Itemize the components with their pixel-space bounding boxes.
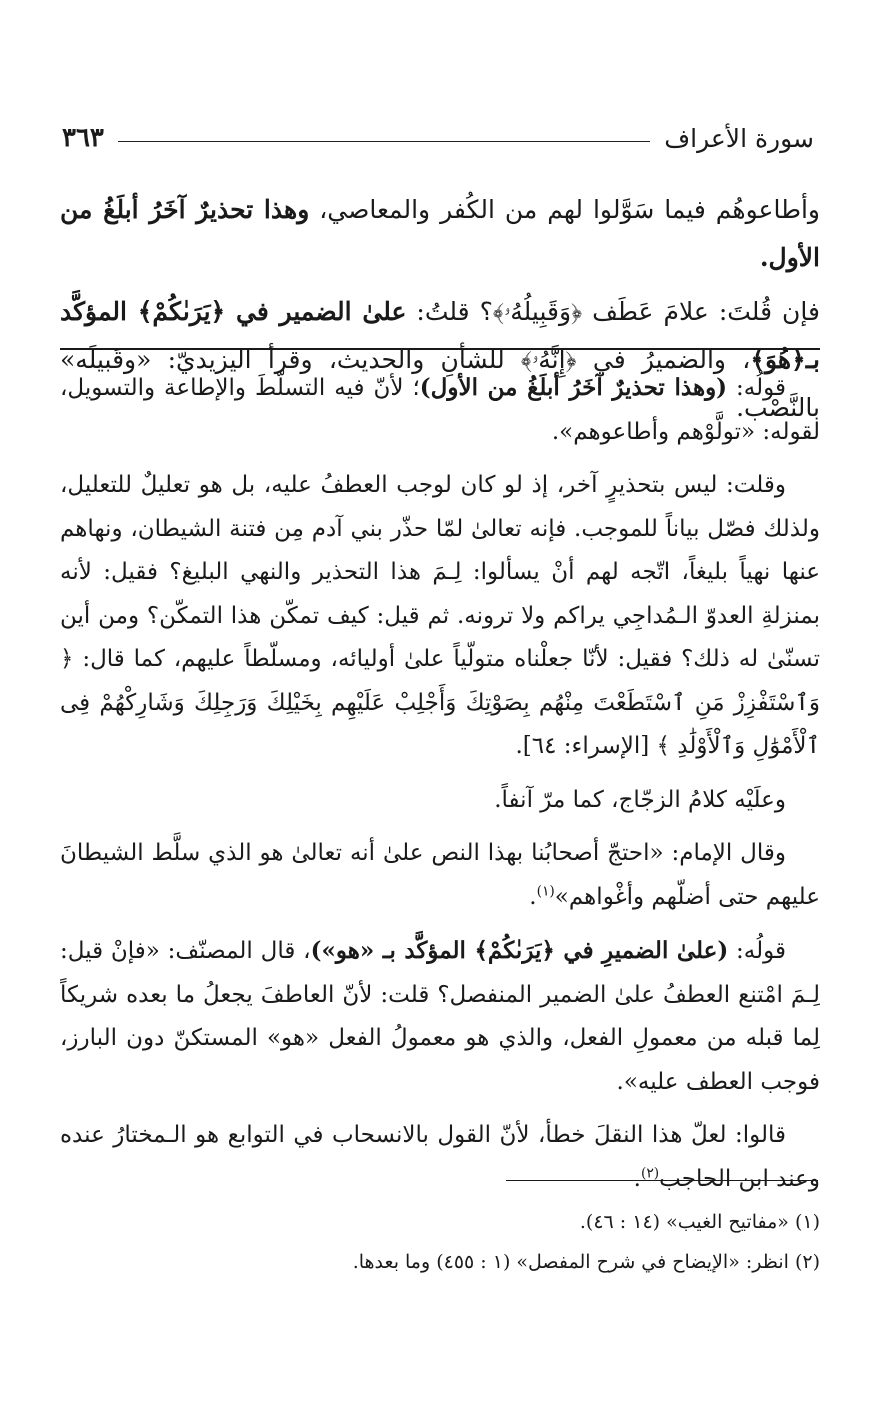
footnote-ref: (٢) (640, 1164, 660, 1181)
matn-line1-bold: وهذا تحذيرٌ آخَرُ أبلَغُ من الأول. (60, 195, 820, 272)
commentary-text: قالوا: لعلّ هذا النقلَ خطأ، لأنّ القول بالانسحاب في التوابع هو الـمختارُ عنده وعند ابن الحاجب (60, 1122, 820, 1192)
commentary-text: ؛ لأنّ فيه التسلّطَ والإطاعة والتسويل، لقوله: «تولَّوْهم وأطاعوهم». (60, 375, 820, 445)
quoted-lemma: (وهذا تحذيرٌ آخَرُ أبلَغُ من الأول) (419, 374, 728, 401)
matn-question: فإن قُلتَ: علامَ عَطَف ﴿وَقَبِيلُهُۥ﴾؟ قلتُ: (406, 297, 820, 326)
commentary-label: قولُه: (727, 375, 786, 401)
quoted-lemma: (علىٰ الضميرِ في ﴿يَرَىٰكُمْ﴾ المؤكَّد بـ «هو») (310, 937, 729, 964)
matn-paragraph (60, 186, 820, 282)
commentary-paragraph (60, 929, 820, 1104)
text-divider (60, 348, 820, 350)
matn-rest: ، والضميرُ في ﴿إِنَّهُۥ﴾ للشأنِ والحديث، وقرأ اليزيديّ: «وقَبيلَه» بالنَّصْب. (60, 345, 820, 422)
commentary-text: وقال الإمام: «احتجّ أصحابُنا بهذا النص علىٰ أنه تعالىٰ هو الذي سلَّط الشيطانَ عليهم حتى أضلّهم وأغْواهم» (60, 840, 820, 910)
matn-answer-bold: علىٰ الضمير في ﴿يَرَىٰكُمْ﴾ المؤكَّد بـ﴿هُوَ﴾ (60, 297, 820, 374)
footnotes (60, 1202, 820, 1282)
commentary-text: . (633, 1165, 641, 1192)
commentary-text: ، قال المصنّف: «فإنْ قيل: لِـمَ امْتنع العطفُ علىٰ الضمير المنفصل؟ قلت: لأنّ العاطفَ يجعلُ ما بعده شريكاً لِما قبله من معمولِ الفعل، والذي هو معمولُ الفعل «هو» المستكنّ دون البارز، فوجب العطف عليه». (60, 938, 820, 1095)
header-rule (118, 141, 650, 142)
commentary-paragraph (60, 366, 820, 454)
footnote-ref: (١) (536, 882, 555, 899)
commentary-paragraph: وعلَيْه كلامُ الزجّاج، كما مرّ آنفاً. (494, 786, 786, 813)
commentary-text: . (529, 883, 537, 910)
commentary (60, 366, 820, 1211)
commentary-paragraph (60, 832, 820, 919)
commentary-paragraph (60, 1114, 820, 1201)
running-header (62, 118, 814, 158)
commentary-label: قولُه: (728, 938, 787, 964)
commentary-paragraph: وقلت: ليس بتحذيرٍ آخر، إذ لو كان لوجب العطفُ عليه، بل هو تعليلٌ للتعليل، ولذلك فصّل بياناً للموجب. فإنه تعالىٰ لمّا حذّر بني آدم مِن فتنة الشيطان، ونهاهم عنها نهياً بليغاً، اتّجه لهم أنْ يسألوا: لِـمَ هذا التحذير والنهي البليغ؟ فقيل: لأنه بمنزلةِ العدوّ الـمُداجِي يراكم ولا ترونه. ثم قيل: كيف تمكّن هذا التمكّن؟ ومن أين تسنّىٰ له ذلك؟ فقيل: لأنّا جعلْناه متولّياً علىٰ أوليائه، ومسلّطاً عليهم، كما قال: ﴿ وَٱسْتَفْزِزْ مَنِ ٱسْتَطَعْتَ مِنْهُم بِصَوْتِكَ وَأَجْلِبْ عَلَيْهِم بِخَيْلِكَ وَرَجِلِكَ وَشَارِكْهُمْ فِى ٱلْأَمْوَٰلِ وَٱلْأَوْلَٰدِ ﴾ [الإسراء: ٦٤]. (60, 472, 820, 759)
page-number: ٣٦٣ (62, 123, 104, 153)
surah-title: سورة الأعراف (664, 123, 814, 153)
footnote-1: (١) «مفاتيح الغيب» (١٤ : ٤٦). (579, 1211, 820, 1233)
matn-line1-text: وأطاعوهُم فيما سَوَّلوا لهم من الكُفر والمعاصي، (309, 195, 820, 224)
footnote-separator (506, 1180, 818, 1181)
footnote-2: (٢) انظر: «الإيضاح في شرح المفصل» (١ : ٤٥٥) وما بعدها. (352, 1251, 820, 1273)
